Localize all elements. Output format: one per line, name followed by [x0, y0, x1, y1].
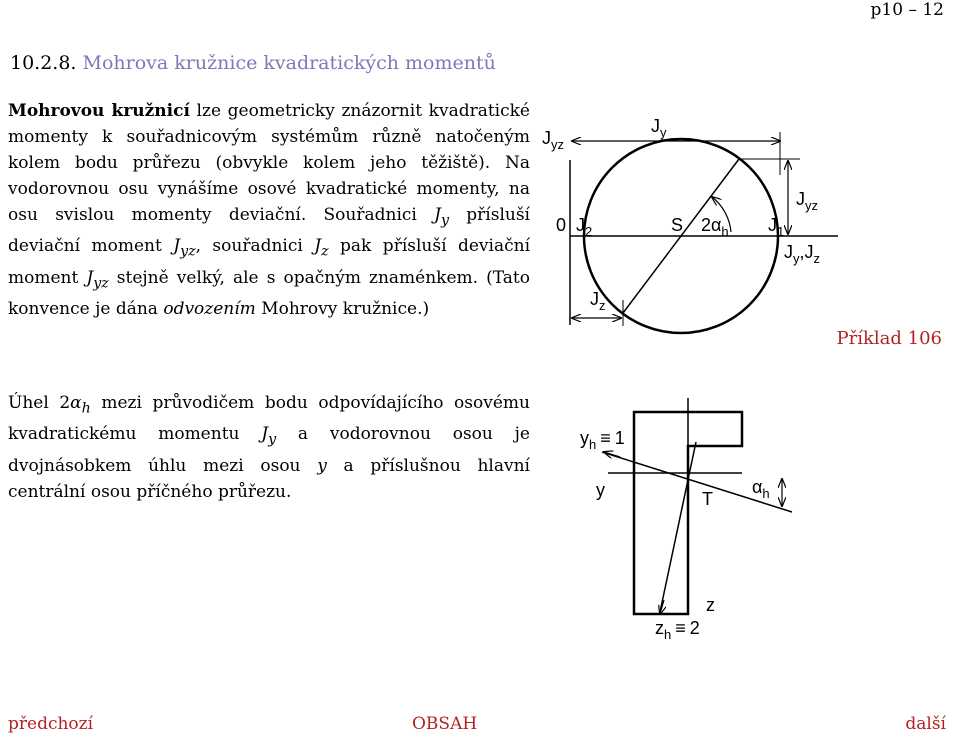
label-jyz-axis: $J_{yz}$: [542, 128, 564, 152]
text: lze geometricky znázornit kvadratické momenty k souřadnicovým systémům různě natočeným kolem bodu průřezu (obvykle kolem jeho těžiště). Na vodorovnou osu vynášíme osové kvadratické momenty, na osu svislou momenty deviační. Souřadnici: [8, 101, 530, 225]
symbol-jyz: $J_{yz}$: [86, 267, 109, 292]
symbol-jyz: $J_{yz}$: [173, 236, 196, 260]
previous-link[interactable]: předchozí: [8, 714, 94, 734]
label-jy-top: $J_y$: [651, 116, 667, 140]
text: stejně velký, ale s opačným znaménkem. (Tato konvence je dána: [8, 267, 530, 320]
contents-link[interactable]: OBSAH: [412, 714, 478, 734]
label-jz-bottom: $J_z$: [590, 289, 606, 313]
text: Úhel 2: [8, 393, 71, 413]
label-centroid-t: T: [702, 489, 713, 509]
zh-axis: [660, 442, 696, 612]
symbol-jz: $J_z$: [314, 236, 329, 260]
label-alpha-h: $\alpha_h$: [752, 477, 770, 501]
label-y: y: [596, 480, 605, 500]
page-number: p10 – 12: [870, 0, 944, 20]
section-number: 10.2.8.: [10, 52, 77, 74]
text: pak přísluší deviační moment: [8, 236, 531, 288]
yh-arrow: [604, 452, 620, 457]
yh-axis: [602, 452, 792, 512]
symbol-alpha: $\alpha_h$: [70, 393, 91, 417]
label-jyz-right: $J_{yz}$: [796, 189, 818, 213]
italic-term: odvozením: [163, 299, 256, 320]
text: , souřadnici: [195, 236, 315, 257]
text: Mohrovy kružnice.): [255, 299, 430, 320]
section-title: Mohrova kružnice kvadratických momentů: [82, 52, 496, 74]
label-origin: 0: [556, 215, 567, 235]
label-two-alpha: $2\alpha_h$: [701, 215, 729, 239]
label-zh: $z_h \equiv 2$: [655, 618, 700, 642]
symbol-y: y: [317, 455, 327, 476]
label-j1: $J_1$: [768, 215, 785, 239]
text: mezi průvodičem bodu odpovídajícího osovému kvadratickému momentu: [8, 393, 530, 445]
example-link[interactable]: Příklad 106: [836, 328, 942, 349]
label-jy-jz: $J_y,J_z$: [784, 242, 821, 266]
text: přísluší deviační moment: [8, 205, 530, 257]
symbol-jy: $J_y$: [261, 424, 277, 448]
label-z: z: [706, 595, 715, 615]
label-center-s: S: [671, 215, 684, 235]
text: a vodorovnou osou je dvojnásobkem úhlu mezi osou: [8, 424, 530, 476]
next-link[interactable]: další: [905, 714, 946, 734]
symbol-jy: $J_y$: [434, 205, 449, 229]
text: a příslušnou hlavní centrální osou příčného průřezu.: [8, 455, 530, 502]
label-j2: $J_2$: [576, 215, 593, 239]
label-yh: $y_h \equiv 1$: [580, 428, 625, 452]
term-mohr-circle: Mohrovou kružnicí: [8, 101, 190, 121]
